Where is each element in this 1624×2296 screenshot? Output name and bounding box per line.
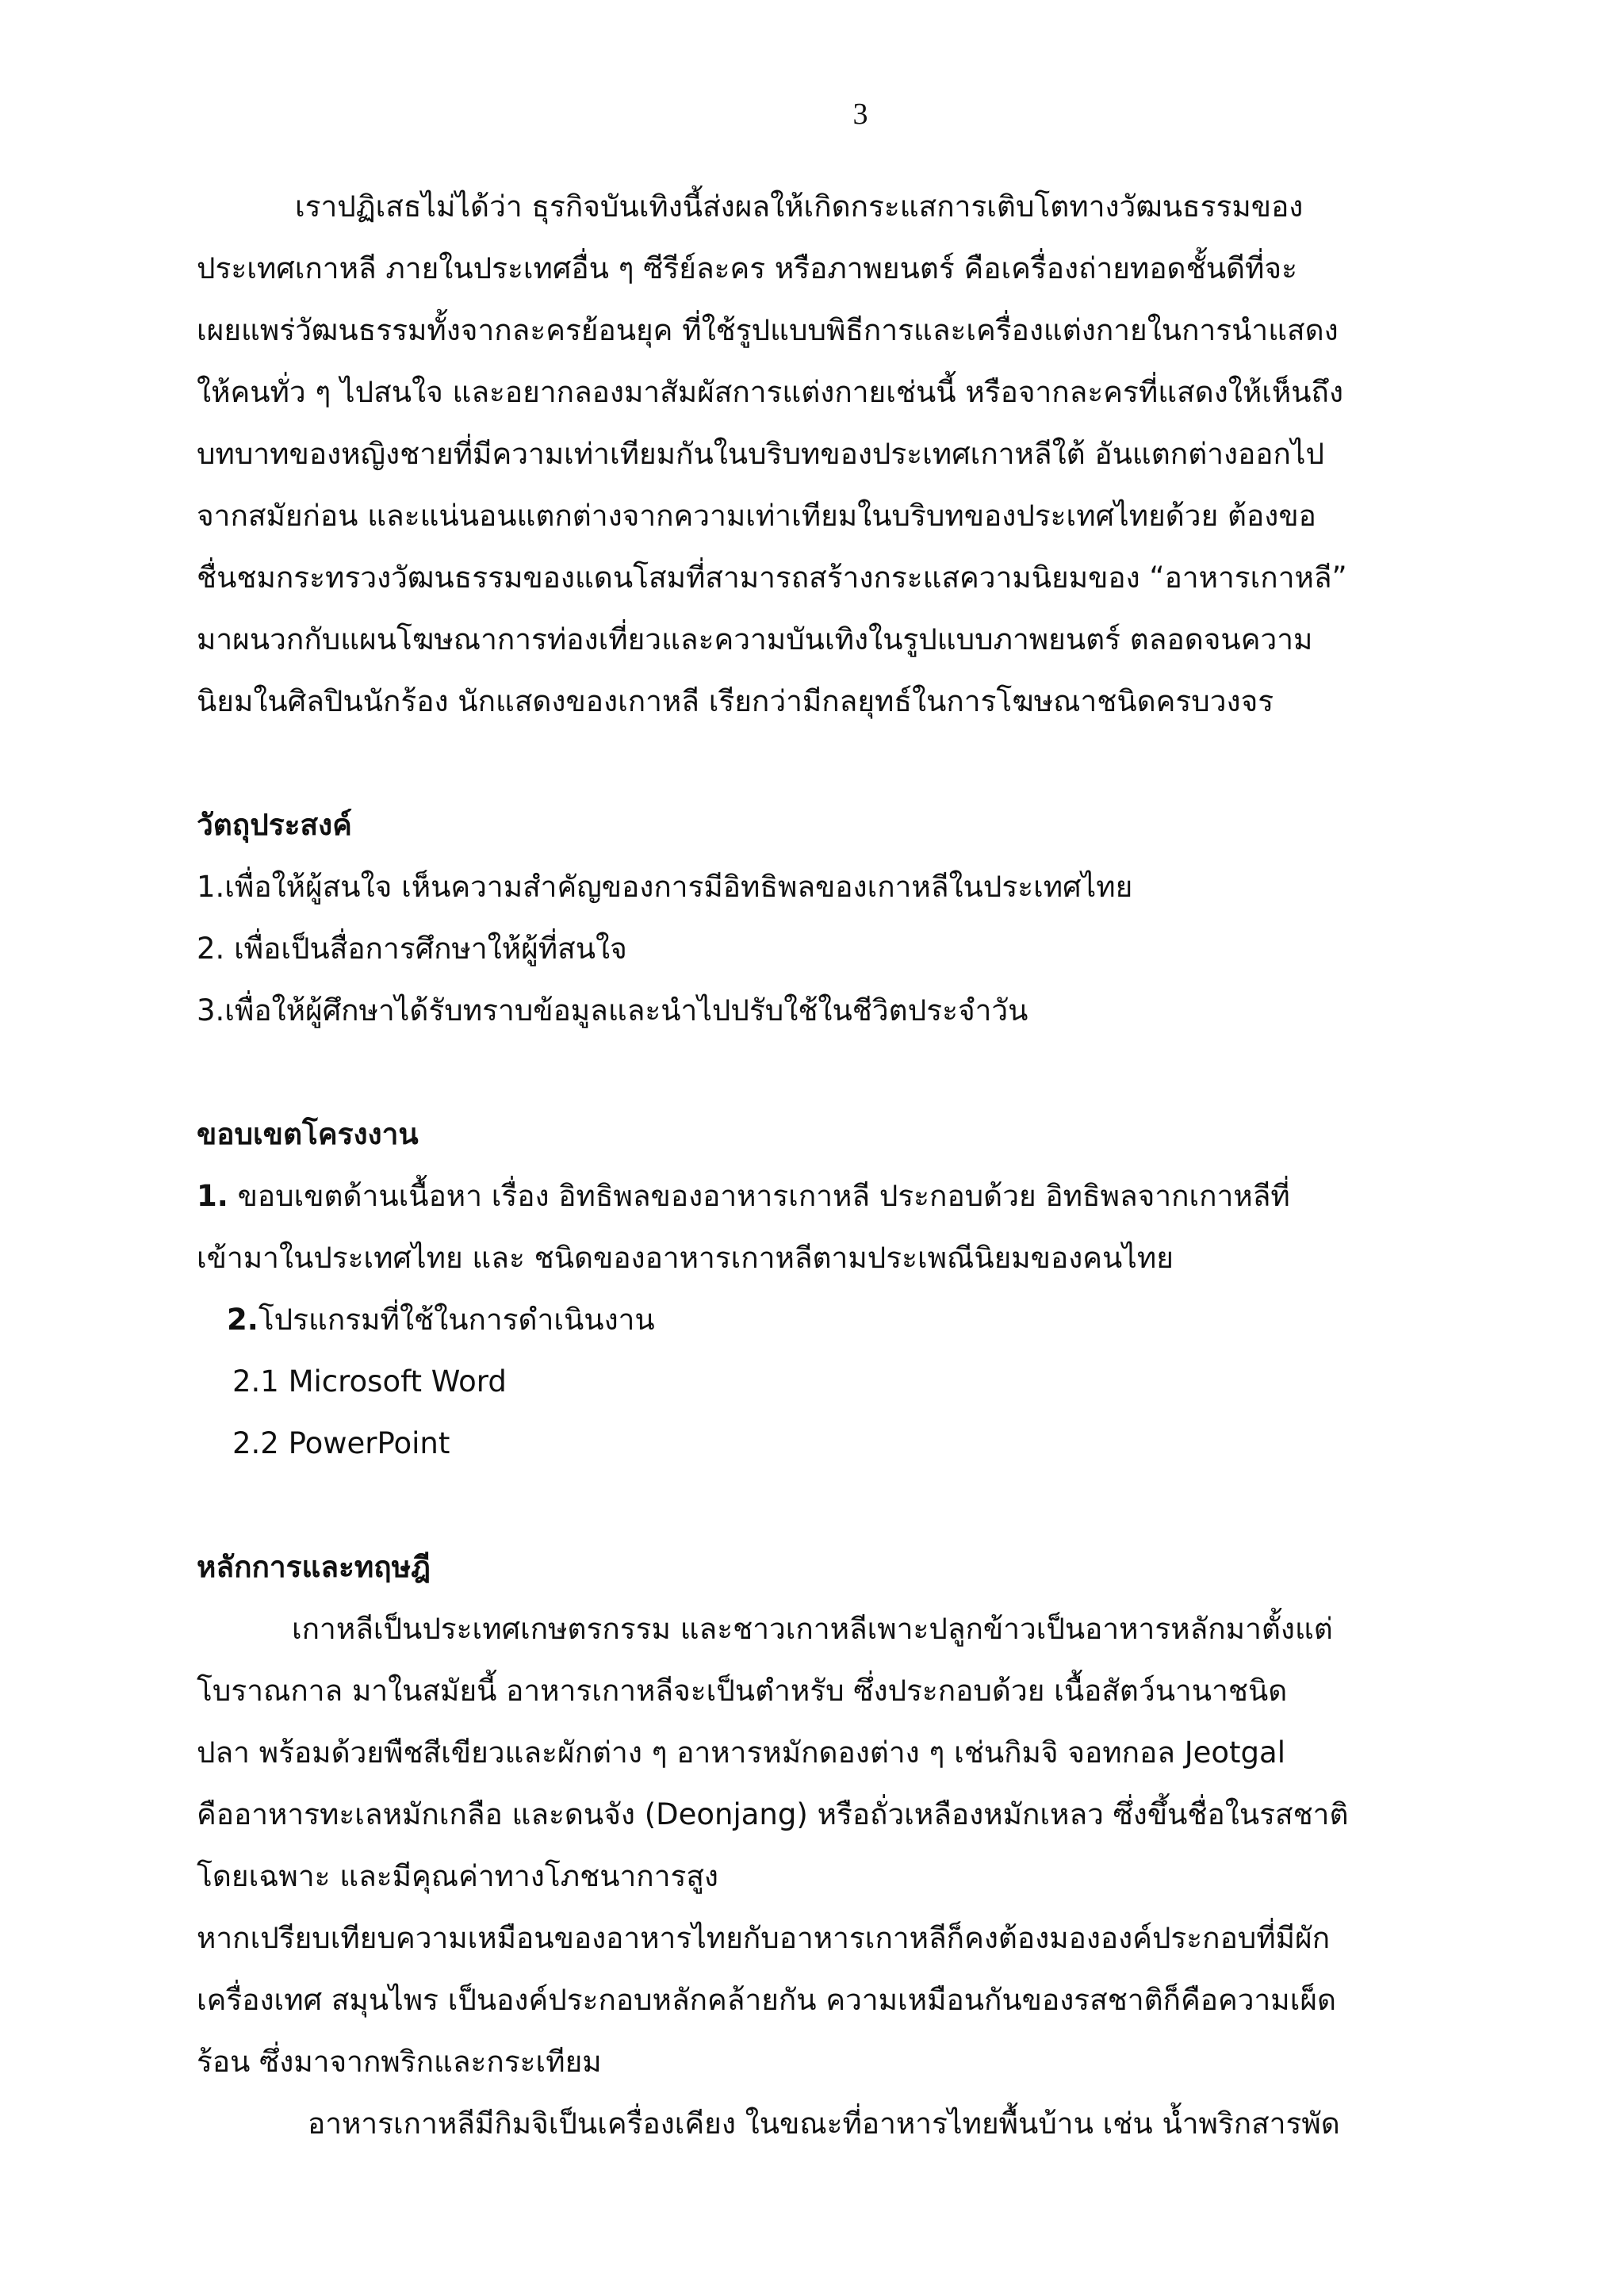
page-number: 3	[852, 98, 868, 131]
paragraph-line: ประเทศเกาหลี ภายในประเทศอื่น ๆ ซีรีย์ละคร หรือภาพยนตร์ คือเครื่องถ่ายทอดชั้นดีที่จะ	[197, 251, 1297, 285]
theory-section	[197, 1536, 1513, 2155]
paragraph-line: เครื่องเทศ สมุนไพร เป็นองค์ประกอบหลักคล้ายกัน ความเหมือนกันของรสชาติก็คือความเผ็ด	[197, 1983, 1337, 2017]
scope-item	[197, 1289, 1513, 1351]
document-body	[197, 176, 1513, 2155]
scope-sub-item: 2.1 Microsoft Word	[232, 1364, 507, 1399]
paragraph-line: อาหารเกาหลีมีกิมจิเป็นเครื่องเคียง ในขณะที่อาหารไทยพื้นบ้าน เช่น น้ำพริกสารพัด	[308, 2107, 1340, 2141]
paragraph-line: ร้อน ซึ่งมาจากพริกและกระเทียม	[197, 2045, 602, 2079]
scope-item-number: 1.	[197, 1179, 228, 1213]
paragraph-line: บทบาทของหญิงชายที่มีความเท่าเทียมกันในบริบทของประเทศเกาหลีใต้ อันแตกต่างออกไป	[197, 437, 1325, 471]
scope-section	[197, 1104, 1513, 1475]
scope-heading: ขอบเขตโครงงาน	[197, 1117, 419, 1151]
paragraph-line: โดยเฉพาะ และมีคุณค่าทางโภชนาการสูง	[197, 1859, 718, 1893]
paragraph-line: ปลา พร้อมด้วยพืชสีเขียวและผักต่าง ๆ อาหารหมักดองต่าง ๆ เช่นกิมจิ จอทกอล Jeotgal	[197, 1735, 1285, 1770]
scope-item-continuation: เข้ามาในประเทศไทย และ ชนิดของอาหารเกาหลีตามประเพณีนิยมของคนไทย	[197, 1241, 1174, 1275]
paragraph-line: ชื่นชมกระทรวงวัฒนธรรมของแดนโสมที่สามารถสร้างกระแสความนิยมของ “อาหารเกาหลี”	[197, 561, 1347, 595]
paragraph-line: ให้คนทั่ว ๆ ไปสนใจ และอยากลองมาสัมผัสการแต่งกายเช่นนี้ หรือจากละครที่แสดงให้เห็นถึง	[197, 375, 1344, 409]
objective-item: 3.เพื่อให้ผู้ศึกษาได้รับทราบข้อมูลและนำไปปรับใช้ในชีวิตประจำวัน	[197, 993, 1028, 1027]
paragraph-line: คืออาหารทะเลหมักเกลือ และดนจัง (Deonjang) หรือถั่วเหลืองหมักเหลว ซึ่งขึ้นชื่อในรสชาติ	[197, 1797, 1349, 1831]
paragraph-line: มาผนวกกับแผนโฆษณาการท่องเที่ยวและความบันเทิงในรูปแบบภาพยนตร์ ตลอดจนความ	[197, 622, 1313, 656]
intro-paragraph	[197, 176, 1513, 733]
theory-heading: หลักการและทฤษฎี	[197, 1550, 431, 1584]
scope-sub-item: 2.2 PowerPoint	[232, 1426, 450, 1460]
scope-item-text: ขอบเขตด้านเนื้อหา เรื่อง อิทธิพลของอาหารเกาหลี ประกอบด้วย อิทธิพลจากเกาหลีที่	[228, 1179, 1290, 1213]
objectives-section	[197, 794, 1513, 1042]
objective-item: 1.เพื่อให้ผู้สนใจ เห็นความสำคัญของการมีอิทธิพลของเกาหลีในประเทศไทย	[197, 870, 1133, 904]
paragraph-line: เกาหลีเป็นประเทศเกษตรกรรม และชาวเกาหลีเพาะปลูกข้าวเป็นอาหารหลักมาตั้งแต่	[292, 1612, 1333, 1646]
objective-item: 2. เพื่อเป็นสื่อการศึกษาให้ผู้ที่สนใจ	[197, 932, 627, 966]
scope-item-number: 2.	[227, 1303, 259, 1337]
paragraph-line: โบราณกาล มาในสมัยนี้ อาหารเกาหลีจะเป็นตำหรับ ซึ่งประกอบด้วย เนื้อสัตว์นานาชนิด	[197, 1674, 1288, 1708]
scope-item-text: โปรแกรมที่ใช้ในการดำเนินงาน	[258, 1303, 655, 1337]
paragraph-line: เผยแพร่วัฒนธรรมทั้งจากละครย้อนยุค ที่ใช้รูปแบบพิธีการและเครื่องแต่งกายในการนำแสดง	[197, 313, 1339, 347]
paragraph-line: หากเปรียบเทียบความเหมือนของอาหารไทยกับอาหารเกาหลีก็คงต้องมององค์ประกอบที่มีผัก	[197, 1921, 1331, 1955]
paragraph-line: นิยมในศิลปินนักร้อง นักแสดงของเกาหลี เรียกว่ามีกลยุทธ์ในการโฆษณาชนิดครบวงจร	[197, 684, 1274, 718]
objectives-heading: วัตถุประสงค์	[197, 808, 352, 842]
paragraph-line: จากสมัยก่อน และแน่นอนแตกต่างจากความเท่าเทียมในบริบทของประเทศไทยด้วย ต้องขอ	[197, 499, 1316, 533]
paragraph-line: เราปฏิเสธไม่ได้ว่า ธุรกิจบันเทิงนี้ส่งผลให้เกิดกระแสการเติบโตทางวัฒนธรรมของ	[295, 189, 1304, 224]
scope-item	[197, 1165, 1513, 1227]
